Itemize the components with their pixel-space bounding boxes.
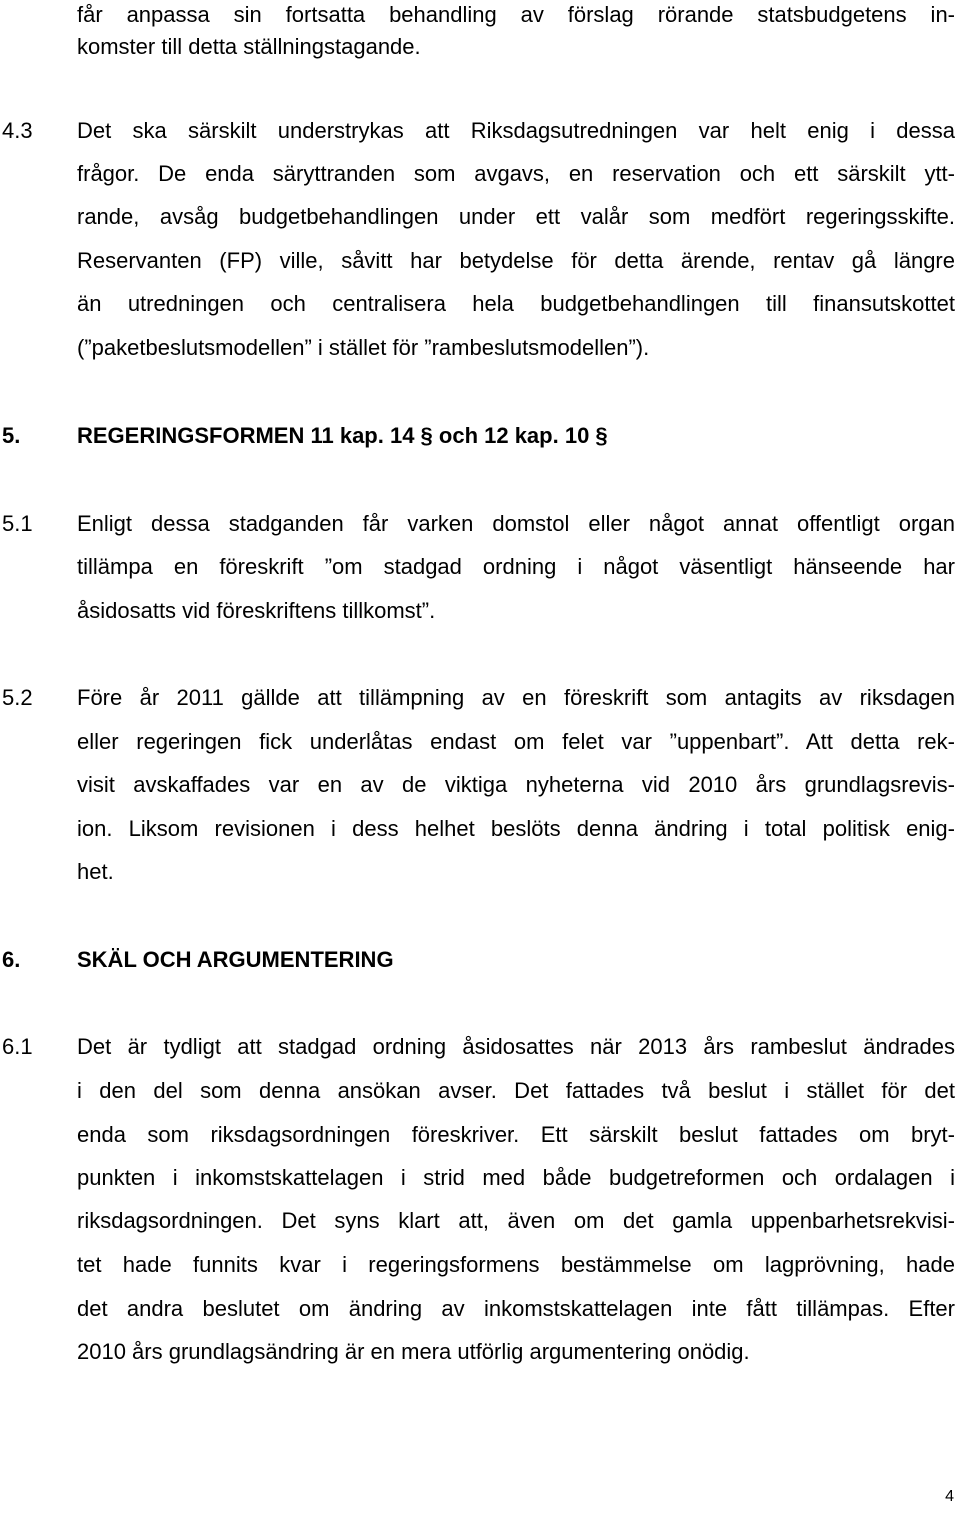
- text-line: riksdagsordningen. Det syns klart att, även om det gamla uppenbarhetsrekvisi-: [77, 1208, 955, 1233]
- text-line: åsidosatts vid föreskriftens tillkomst”.: [77, 598, 436, 623]
- paragraph-number: 6.1: [2, 1034, 33, 1059]
- text-line: punkten i inkomstskattelagen i strid med både budgetreformen och ordalagen i: [77, 1165, 955, 1190]
- text-line: het.: [77, 859, 114, 884]
- section-title: REGERINGSFORMEN 11 kap. 14 § och 12 kap. 10 §: [77, 423, 608, 448]
- text-line: rande, avsåg budgetbehandlingen under ett valår som medfört regeringsskifte.: [77, 204, 955, 229]
- section-number: 5.: [2, 423, 21, 448]
- text-line: (”paketbeslutsmodellen” i stället för ”rambeslutsmodellen”).: [77, 335, 650, 360]
- text-line: Det ska särskilt understrykas att Riksdagsutredningen var helt enig i dessa: [77, 118, 955, 143]
- text-line: Det är tydligt att stadgad ordning åsidosattes när 2013 års rambeslut ändrades: [77, 1034, 955, 1059]
- paragraph-number: 4.3: [2, 118, 33, 143]
- text-line: i den del som denna ansökan avser. Det fattades två beslut i stället för det: [77, 1078, 955, 1103]
- text-line: tillämpa en föreskrift ”om stadgad ordning i något väsentligt hänseende har: [77, 554, 955, 579]
- text-line: eller regeringen fick underlåtas endast om felet var ”uppenbart”. Att detta rek-: [77, 729, 955, 754]
- text-line: visit avskaffades var en av de viktiga nyheterna vid 2010 års grundlagsrevis-: [77, 772, 955, 797]
- text-line: frågor. De enda säryttranden som avgavs, en reservation och ett särskilt ytt-: [77, 161, 955, 186]
- text-line: än utredningen och centralisera hela budgetbehandlingen till finansutskottet: [77, 291, 955, 316]
- text-line: Reservanten (FP) ville, såvitt har betydelse för detta ärende, rentav gå längre: [77, 248, 955, 273]
- text-line: ion. Liksom revisionen i dess helhet beslöts denna ändring i total politisk enig-: [77, 816, 955, 841]
- page-number: 4: [945, 1488, 954, 1505]
- paragraph-number: 5.2: [2, 685, 33, 710]
- section-number: 6.: [2, 947, 21, 972]
- text-line: Enligt dessa stadganden får varken domstol eller något annat offentligt organ: [77, 511, 955, 536]
- section-title: SKÄL OCH ARGUMENTERING: [77, 947, 394, 972]
- text-line: det andra beslutet om ändring av inkomstskattelagen inte fått tillämpas. Efter: [77, 1296, 955, 1321]
- text-line: 2010 års grundlagsändring är en mera utförlig argumentering onödig.: [77, 1339, 750, 1364]
- text-line: tet hade funnits kvar i regeringsformens bestämmelse om lagprövning, hade: [77, 1252, 955, 1277]
- text-line: komster till detta ställningstagande.: [77, 34, 421, 59]
- paragraph-number: 5.1: [2, 511, 33, 536]
- text-line: Före år 2011 gällde att tillämpning av en föreskrift som antagits av riksdagen: [77, 685, 955, 710]
- text-line: enda som riksdagsordningen föreskriver. Ett särskilt beslut fattades om bryt-: [77, 1122, 955, 1147]
- text-line: får anpassa sin fortsatta behandling av förslag rörande statsbudgetens in-: [77, 2, 955, 27]
